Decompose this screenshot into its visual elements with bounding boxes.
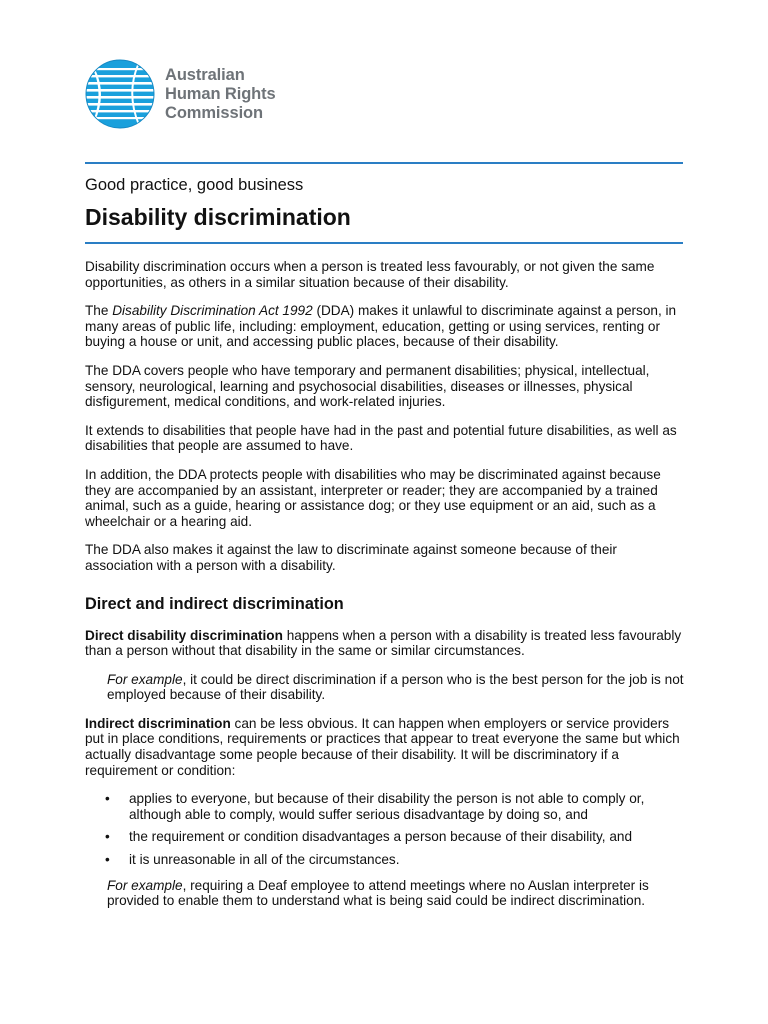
text-span: , requiring a Deaf employee to attend meetings where no Auslan interpreter is provided to enable them to understand what is being said could be indirect discrimination. [107, 877, 649, 909]
act-name: Disability Discrimination Act 1992 [112, 303, 313, 319]
intro-paragraph-2 [85, 303, 685, 350]
list-item-text: applies to everyone, but because of their disability the person is not able to comply or, although able to comply, would suffer serious disadvantage by doing so, and [129, 791, 645, 822]
direct-paragraph [85, 628, 685, 659]
list-item [85, 852, 685, 868]
text-span: (DDA) makes it unlawful to discriminate against a person, in many areas of public life, including: employment, education, getting or using services, renting or buying a house or unit, and accessing public places, because of their disability. [85, 303, 677, 350]
org-name [165, 66, 276, 123]
globe-logo-icon [85, 59, 155, 129]
intro-paragraph-1: Disability discrimination occurs when a person is treated less favourably, or not given the same opportunities, as others in a similar situation because of their disability. [85, 259, 655, 290]
top-divider [85, 162, 683, 164]
direct-term: Direct disability discrimination [85, 627, 283, 643]
text-span: , it could be direct discrimination if a person who is the best person for the job is not employed because of their disability. [107, 671, 684, 703]
org-name-line1: Australian [165, 66, 245, 84]
title-divider [85, 242, 683, 244]
org-logo [85, 59, 305, 129]
section-heading: Direct and indirect discrimination [85, 594, 344, 613]
text-span: happens when a person with a disability is treated less favourably than a person without that disability in the same or similar circumstances. [85, 627, 682, 659]
org-name-line3: Commission [165, 104, 264, 122]
intro-paragraph-6: The DDA also makes it against the law to discriminate against someone because of their association with a person with a disability. [85, 542, 617, 573]
indirect-term: Indirect discrimination [85, 715, 231, 731]
indirect-paragraph [85, 716, 685, 778]
bullet-icon: • [105, 852, 110, 868]
intro-paragraph-4: It extends to disabilities that people have had in the past and potential future disabilities, as well as disabilities that people are assumed to have. [85, 422, 677, 454]
list-item [85, 829, 685, 845]
intro-paragraph-5: In addition, the DDA protects people with disabilities who may be discriminated against because they are accompanied by an assistant, interpreter or reader; they are accompanied by a trained animal, such as a guide, hearing or assistance dog; or they use equipment or an aid, such as a wheelchair or a hearing aid. [85, 466, 661, 529]
text-span: The [85, 303, 113, 319]
example-2 [107, 878, 685, 909]
bullet-icon: • [105, 829, 110, 845]
page-subtitle: Good practice, good business [85, 176, 304, 194]
example-1 [107, 672, 685, 703]
example-label: For example [107, 671, 183, 687]
document-body [85, 259, 685, 922]
example-label: For example [107, 877, 183, 893]
list-item-text: it is unreasonable in all of the circumstances. [129, 852, 400, 868]
list-item [85, 791, 685, 822]
bullet-icon: • [105, 791, 110, 807]
page-title: Disability discrimination [85, 204, 351, 230]
list-item-text: the requirement or condition disadvantages a person because of their disability, and [129, 829, 633, 845]
intro-paragraph-3: The DDA covers people who have temporary and permanent disabilities; physical, intellectual, sensory, neurological, learning and psychosocial disabilities, diseases or illnesses, physical disfigurement, medical conditions, and work-related injuries. [85, 362, 650, 410]
conditions-list [85, 791, 685, 867]
text-span: can be less obvious. It can happen when employers or service providers put in place conditions, requirements or practices that appear to treat everyone the same but which actually disadvantage some people because of their disability. It will be discriminatory if a requirement or condition: [85, 715, 680, 778]
org-name-line2: Human Rights [165, 85, 276, 103]
